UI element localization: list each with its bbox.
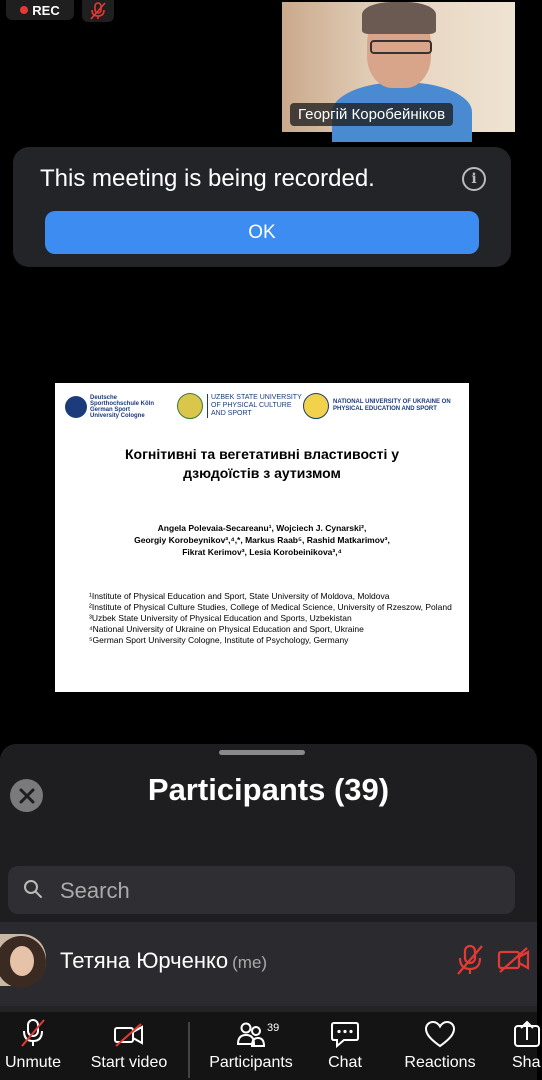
chat-label: Chat [328, 1054, 362, 1071]
author-line: Angela Polevaia-Secareanu¹, Wojciech J. Cynarski², [157, 523, 367, 533]
slide-title-line: Когнітивні та вегетативні властивості у [124, 446, 400, 462]
participants-count-badge: 39 [267, 1022, 280, 1034]
video-person-hair [362, 2, 436, 34]
share-button[interactable] [512, 1012, 541, 1080]
participants-label: Participants [209, 1054, 293, 1071]
shared-slide [55, 383, 469, 692]
start-video-button[interactable] [82, 1012, 176, 1080]
record-dot-icon [20, 6, 28, 14]
slide-title [75, 445, 449, 483]
logo-uzbek-text: UZBEK STATE UNIVERSITY OF PHYSICAL CULTURE AND SPORT [207, 394, 307, 418]
logo-dshs-text: Deutsche Sporthochschule Köln German Sport University Cologne [90, 395, 155, 419]
participants-title: Participants (39) [147, 772, 390, 807]
unmute-label: Unmute [4, 1054, 62, 1071]
video-tile-name: Георгій Коробейніков [290, 103, 453, 126]
affiliation: ³Uzbek State University of Physical Education and Sports, Uzbekistan [89, 613, 352, 623]
start-video-label: Start video [90, 1054, 168, 1071]
affiliation: ¹Institute of Physical Education and Sport, State University of Moldova, Moldova [89, 591, 390, 601]
unmute-button[interactable] [0, 1012, 66, 1080]
info-icon[interactable]: i [462, 167, 486, 191]
logo-ukraine-university [303, 393, 451, 419]
affiliation: ⁵German Sport University Cologne, Institute of Psychology, Germany [89, 635, 349, 645]
dshs-emblem-icon [65, 396, 87, 418]
ukraine-emblem-icon [303, 393, 329, 419]
heart-icon [424, 1020, 456, 1048]
participant-name [60, 948, 267, 974]
participant-me-tag: (me) [232, 953, 268, 972]
slide-authors [85, 522, 439, 558]
chat-icon [330, 1020, 360, 1048]
affiliation: ⁴National University of Ukraine on Physical Education and Sport, Ukraine [89, 624, 364, 634]
sheet-drag-handle[interactable] [219, 750, 305, 755]
author-line: Fikrat Kerimov³, Lesia Korobeinikova³,⁴ [182, 547, 342, 557]
muted-mic-indicator[interactable] [82, 0, 114, 22]
participant-name-text: Тетяна Юрченко [60, 948, 229, 973]
search-input[interactable] [58, 874, 502, 908]
video-off-icon [113, 1022, 145, 1048]
search-icon [23, 879, 43, 899]
slide-logos [65, 391, 459, 425]
logo-dshs [65, 395, 160, 419]
video-person-glasses [370, 40, 432, 54]
toolbar-divider [188, 1022, 190, 1078]
reactions-label: Reactions [404, 1054, 476, 1071]
mic-off-icon[interactable] [455, 944, 485, 976]
share-icon [512, 1020, 542, 1048]
ok-button[interactable]: OK [45, 211, 479, 254]
recording-indicator[interactable] [6, 0, 74, 20]
logo-uzbek-university [177, 393, 307, 419]
people-icon [236, 1020, 266, 1048]
mic-off-icon [20, 1018, 46, 1048]
rec-label: REC [32, 2, 60, 18]
meeting-toolbar [0, 1012, 541, 1080]
reactions-button[interactable] [394, 1012, 486, 1080]
mic-off-icon [90, 2, 106, 20]
participant-row[interactable] [0, 922, 537, 1006]
share-label: Sha [512, 1054, 541, 1071]
author-line: Georgiy Korobeynikov³,⁴,*, Markus Raab⁵, Rashid Matkarimov³, [134, 535, 390, 545]
recording-message: This meeting is being recorded. [40, 165, 375, 192]
logo-ukraine-text: NATIONAL UNIVERSITY OF UKRAINE ON PHYSICAL EDUCATION AND SPORT [333, 399, 451, 412]
avatar-face [10, 946, 34, 976]
affiliation: ²Institute of Physical Culture Studies, College of Medical Science, University of Rzeszow, Poland [89, 602, 452, 612]
slide-title-line: дзюдоїстів з аутизмом [183, 465, 341, 481]
video-off-icon[interactable] [497, 946, 531, 974]
chat-button[interactable] [318, 1012, 372, 1080]
video-tile[interactable] [282, 2, 515, 132]
slide-affiliations [89, 591, 459, 646]
participants-button[interactable] [200, 1012, 302, 1080]
recording-banner [13, 147, 511, 267]
participant-search[interactable] [8, 866, 515, 914]
uzbek-emblem-icon [177, 393, 203, 419]
avatar [0, 934, 46, 986]
